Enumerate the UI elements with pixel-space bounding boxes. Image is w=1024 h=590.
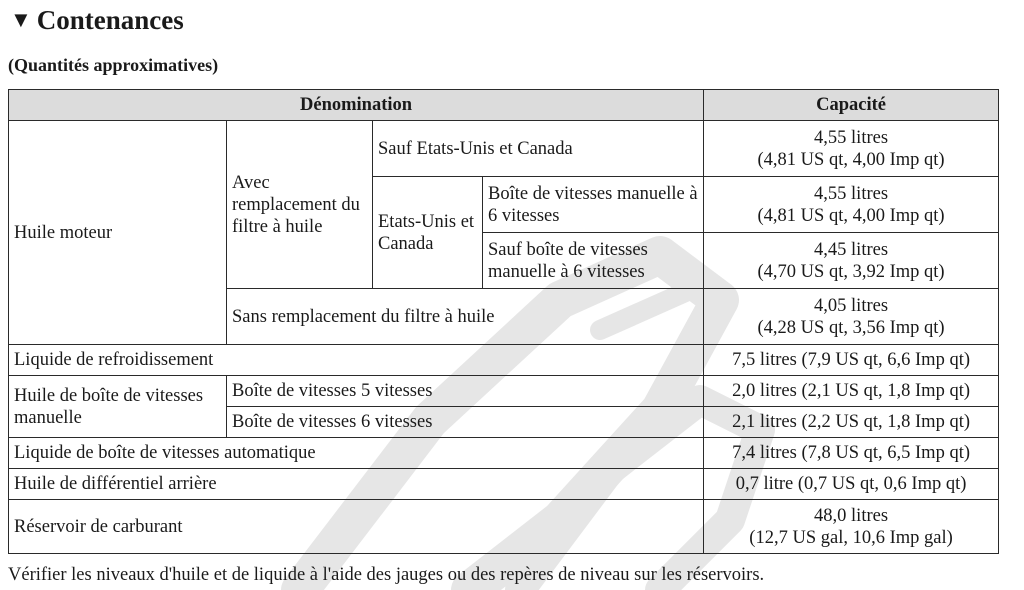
manual-gear-oil-label: Huile de boîte de vitesses manuelle bbox=[9, 376, 227, 438]
capacity-line: (12,7 US gal, 10,6 Imp gal) bbox=[749, 527, 953, 548]
capacity-line: 4,55 litres bbox=[814, 127, 889, 148]
diff-oil-label: Huile de différentiel arrière bbox=[9, 469, 704, 500]
capacity-line: (4,70 US qt, 3,92 Imp qt) bbox=[757, 261, 945, 282]
capacity-cell: 2,0 litres (2,1 US qt, 1,8 Imp qt) bbox=[704, 376, 999, 407]
capacity-line: 4,55 litres bbox=[814, 183, 889, 204]
coolant-label: Liquide de refroidissement bbox=[9, 345, 704, 376]
table-row bbox=[9, 345, 999, 376]
without-filter-label: Sans remplacement du filtre à huile bbox=[227, 289, 704, 345]
capacity-cell bbox=[704, 177, 999, 233]
page-subtitle: (Quantités approximatives) bbox=[8, 55, 219, 75]
five-speed-label: Boîte de vitesses 5 vitesses bbox=[227, 376, 704, 407]
down-triangle-icon: ▼ bbox=[10, 7, 32, 32]
capacities-table bbox=[8, 89, 999, 554]
capacity-line: 48,0 litres bbox=[814, 505, 889, 526]
atf-label: Liquide de boîte de vitesses automatique bbox=[9, 438, 704, 469]
table-row bbox=[9, 438, 999, 469]
capacity-cell bbox=[704, 121, 999, 177]
capacity-cell bbox=[704, 500, 999, 554]
capacity-cell: 7,4 litres (7,8 US qt, 6,5 Imp qt) bbox=[704, 438, 999, 469]
capacity-line: 4,45 litres bbox=[814, 239, 889, 260]
page-title-text: Contenances bbox=[36, 5, 184, 35]
capacity-cell bbox=[704, 233, 999, 289]
footnote: Vérifier les niveaux d'huile et de liquide à l'aide des jauges ou des repères de niveau sur les réservoirs. bbox=[8, 565, 765, 585]
except-manual6-label: Sauf boîte de vitesses manuelle à 6 vitesses bbox=[483, 233, 704, 289]
manual6-label: Boîte de vitesses manuelle à 6 vitesses bbox=[483, 177, 704, 233]
page-title bbox=[10, 4, 184, 36]
with-filter-label: Avec remplacement du filtre à huile bbox=[227, 121, 373, 289]
header-name: Dénomination bbox=[9, 90, 704, 121]
except-us-label: Sauf Etats-Unis et Canada bbox=[373, 121, 704, 177]
capacity-line: (4,28 US qt, 3,56 Imp qt) bbox=[757, 317, 945, 338]
capacity-cell: 2,1 litres (2,2 US qt, 1,8 Imp qt) bbox=[704, 407, 999, 438]
capacity-line: 4,05 litres bbox=[814, 295, 889, 316]
capacity-cell bbox=[704, 289, 999, 345]
us-canada-label: Etats-Unis et Canada bbox=[373, 177, 483, 289]
table-row bbox=[9, 500, 999, 554]
table-row bbox=[9, 469, 999, 500]
capacity-cell: 0,7 litre (0,7 US qt, 0,6 Imp qt) bbox=[704, 469, 999, 500]
engine-oil-label: Huile moteur bbox=[9, 121, 227, 345]
header-capacity: Capacité bbox=[704, 90, 999, 121]
table-header-row bbox=[9, 90, 999, 121]
fuel-tank-label: Réservoir de carburant bbox=[9, 500, 704, 554]
table-row bbox=[9, 121, 999, 177]
capacity-line: (4,81 US qt, 4,00 Imp qt) bbox=[757, 149, 945, 170]
capacity-line: (4,81 US qt, 4,00 Imp qt) bbox=[757, 205, 945, 226]
capacity-cell: 7,5 litres (7,9 US qt, 6,6 Imp qt) bbox=[704, 345, 999, 376]
table-row bbox=[9, 376, 999, 407]
six-speed-label: Boîte de vitesses 6 vitesses bbox=[227, 407, 704, 438]
